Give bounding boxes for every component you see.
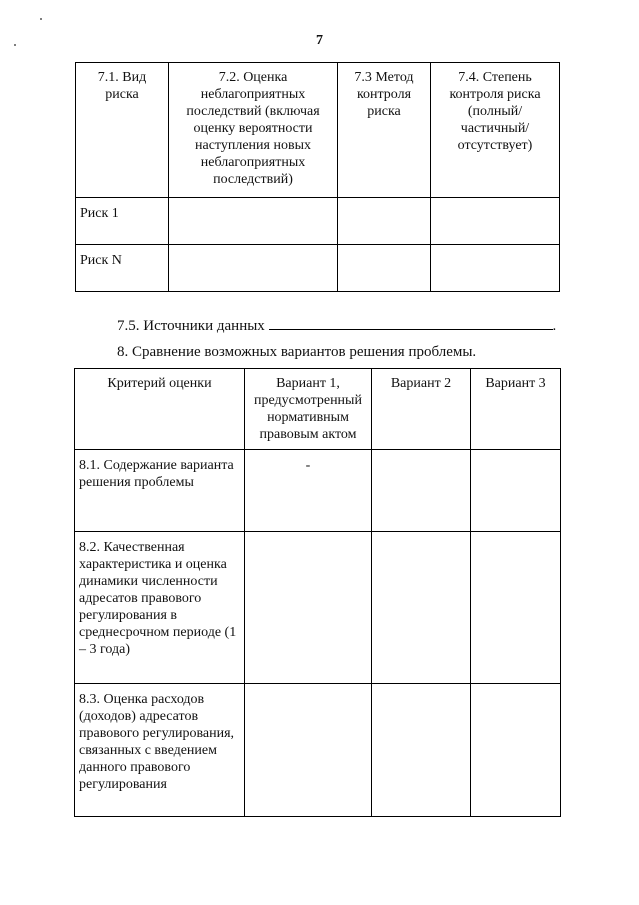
header-variant-2: Вариант 2 [372,369,471,450]
data-sources-line [117,317,556,335]
comparison-heading: 8. Сравнение возможных вариантов решения проблемы. [117,344,477,360]
comparison-header-row [75,369,561,450]
empty-cell [372,450,471,532]
empty-cell [372,532,471,684]
variant-1-cell [245,532,372,684]
comparison-table [74,368,561,817]
header-control-degree: 7.4. Степень контроля риска (полный/ частичный/ отсутствует) [431,63,560,198]
header-consequences-assessment: 7.2. Оценка неблагоприятных последствий (включая оценку вероятности наступления новых неблагоприятных последствий) [169,63,338,198]
criterion-cell: 8.3. Оценка расходов (доходов) адресатов правового регулирования, связанных с введением данного правового регулирования [75,684,245,817]
header-control-method: 7.3 Метод контроля риска [338,63,431,198]
empty-cell [338,245,431,292]
empty-cell [471,684,561,817]
page-number: 7 [316,33,323,48]
risk-label: Риск 1 [76,198,169,245]
empty-cell [338,198,431,245]
period: . [552,318,557,334]
risk-table [75,62,560,292]
scan-speck [40,18,42,20]
empty-cell [169,245,338,292]
data-sources-label: 7.5. Источники данных [117,318,265,334]
empty-cell [431,198,560,245]
fill-in-blank [269,317,553,330]
header-risk-type: 7.1. Вид риска [76,63,169,198]
risk-table-header-row [76,63,560,198]
criterion-cell: 8.1. Содержание варианта решения проблемы [75,450,245,532]
criterion-cell: 8.2. Качественная характеристика и оценка динамики численности адресатов правового регулирования в среднесрочном периоде (1 – 3 года) [75,532,245,684]
table-row [76,198,560,245]
table-row [75,450,561,532]
risk-label: Риск N [76,245,169,292]
empty-cell [169,198,338,245]
empty-cell [471,450,561,532]
header-variant-3: Вариант 3 [471,369,561,450]
empty-cell [471,532,561,684]
table-row [75,532,561,684]
table-row [76,245,560,292]
header-variant-1: Вариант 1, предусмотренный нормативным правовым актом [245,369,372,450]
empty-cell [372,684,471,817]
table-row [75,684,561,817]
variant-1-cell [245,684,372,817]
header-criterion: Критерий оценки [75,369,245,450]
variant-1-cell: - [245,450,372,532]
empty-cell [431,245,560,292]
scan-speck [14,44,16,46]
